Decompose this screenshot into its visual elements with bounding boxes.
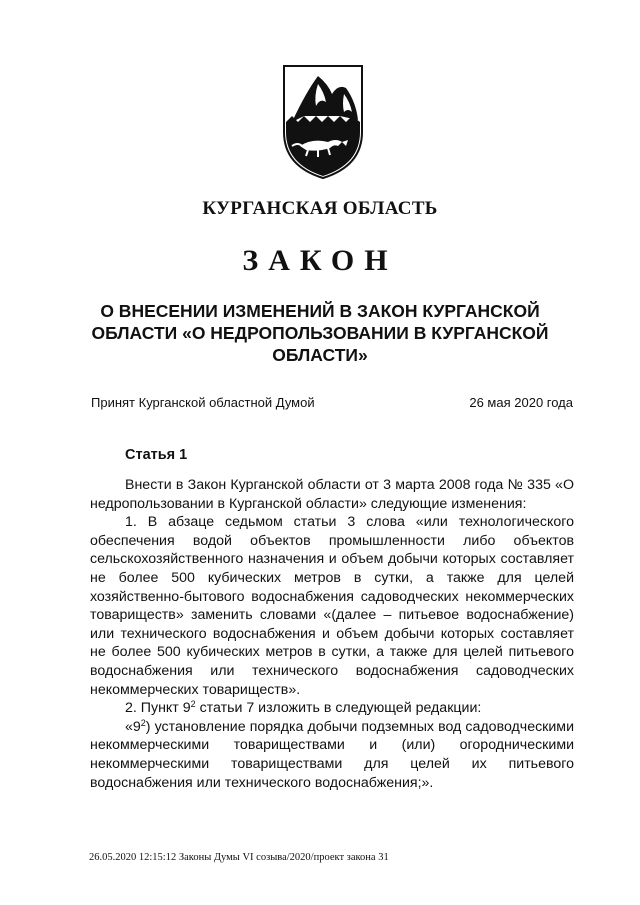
article-heading: Статья 1 <box>125 447 188 463</box>
region-name: КУРГАНСКАЯ ОБЛАСТЬ <box>202 198 438 219</box>
item-2-superscript: 2 <box>190 699 196 710</box>
adopted-by: Принят Курганской областной Думой <box>91 395 315 410</box>
item-2-text-start: 2. Пункт 9 <box>125 700 191 717</box>
footer-stamp: 26.05.2020 12:15:12 Законы Думы VI созыва/2020/проект закона 31 <box>89 852 389 863</box>
item-2-text-end: статьи 7 изложить в следующей редакции: <box>195 700 482 717</box>
article-intro: Внести в Закон Курганской области от 3 марта 2008 года № 335 «О недропользовании в Курганской области» следующие изменения: <box>90 477 574 512</box>
article-body <box>90 476 574 792</box>
document-type: ЗАКОН <box>242 244 398 277</box>
article-quote <box>90 718 574 792</box>
coat-of-arms-emblem <box>278 62 368 182</box>
quote-text-start: «9 <box>125 718 141 735</box>
law-title: О ВНЕСЕНИИ ИЗМЕНЕНИЙ В ЗАКОН КУРГАНСКОЙ ОБЛАСТИ «О НЕДРОПОЛЬЗОВАНИИ В КУРГАНСКОЙ ОБЛАСТИ» <box>91 301 549 365</box>
quote-text-end: ) установление порядка добычи подземных вод садоводческими некоммерческими товариществами и (или) огородническими некоммерческими товариществами для целей их питьевого водоснабжения или технического водоснабжения;». <box>90 718 574 791</box>
quote-superscript: 2 <box>140 717 146 728</box>
article-item-2 <box>90 699 574 718</box>
article-item-1: 1. В абзаце седьмом статьи 3 слова «или технологического обеспечения водой объектов промышленности либо объектов сельскохозяйственного назначения и объем добычи которых составляет не более 500 кубических метров в сутки, а также для целей хозяйственно-бытового водоснабжения садоводческих некоммерческих товариществ» заменить словами «(далее – питьевое водоснабжение) или технического водоснабжения и объем добычи которых составляет не более 500 кубических метров в сутки, а также для целей питьевого водоснабжения или технического водоснабжения садоводческих некоммерческих товариществ». <box>90 514 574 698</box>
adoption-date: 26 мая 2020 года <box>469 395 573 410</box>
